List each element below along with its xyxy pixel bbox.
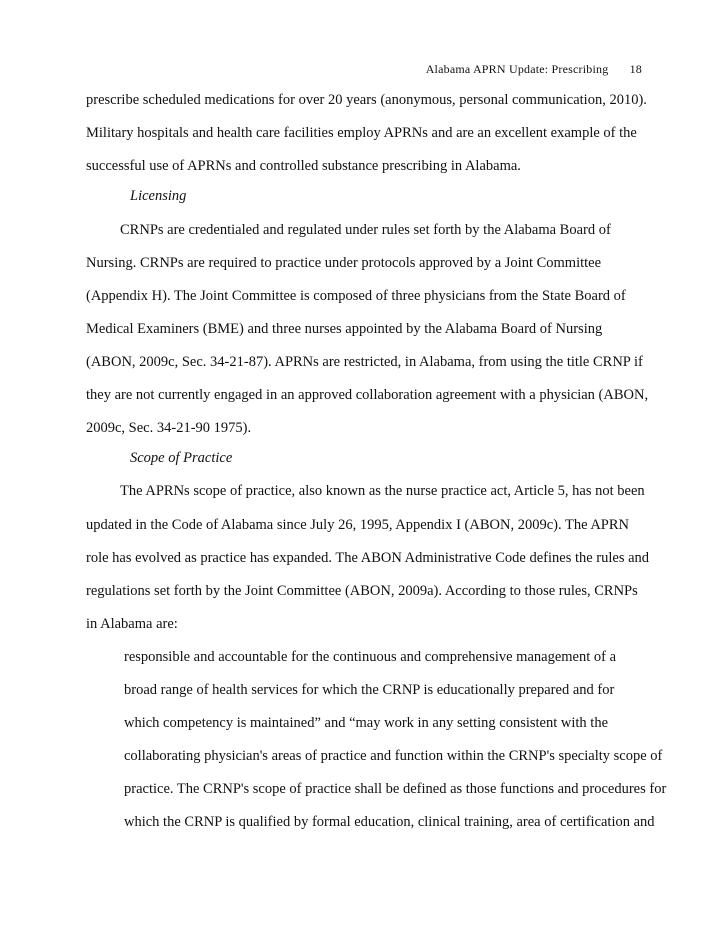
text-line: (Appendix H). The Joint Committee is composed of three physicians from the State Board of: [86, 288, 626, 304]
text-line: Medical Examiners (BME) and three nurses appointed by the Alabama Board of Nursing: [86, 321, 603, 337]
page-number: 18: [629, 62, 642, 76]
text-line: in Alabama are:: [86, 616, 178, 632]
text-line: 2009c, Sec. 34-21-90 1975).: [86, 420, 252, 436]
text-line: (ABON, 2009c, Sec. 34-21-87). APRNs are restricted, in Alabama, from using the title CRNP if: [86, 354, 643, 370]
text-line: regulations set forth by the Joint Committee (ABON, 2009a). According to those rules, CRNPs: [86, 583, 638, 599]
quote-line: collaborating physician's areas of practice and function within the CRNP's specialty scope of: [124, 748, 663, 764]
text-line: role has evolved as practice has expanded. The ABON Administrative Code defines the rules and: [86, 550, 650, 566]
text-line: updated in the Code of Alabama since July 26, 1995, Appendix I (ABON, 2009c). The APRN: [86, 517, 630, 533]
running-head-title: Alabama APRN Update: Prescribing: [425, 62, 609, 76]
text-line: prescribe scheduled medications for over 20 years (anonymous, personal communication, 2010).: [86, 92, 647, 108]
text-line: Nursing. CRNPs are required to practice under protocols approved by a Joint Committee: [86, 255, 602, 271]
text-line: Military hospitals and health care facilities employ APRNs and are an excellent example of the: [86, 125, 637, 141]
text-line: successful use of APRNs and controlled substance prescribing in Alabama.: [86, 158, 521, 174]
quote-line: responsible and accountable for the continuous and comprehensive management of a: [124, 649, 617, 665]
text-line: The APRNs scope of practice, also known as the nurse practice act, Article 5, has not been: [120, 483, 645, 499]
quote-line: which the CRNP is qualified by formal education, clinical training, area of certification and: [124, 814, 655, 830]
quote-line: which competency is maintained” and “may work in any setting consistent with the: [124, 715, 609, 731]
text-line: they are not currently engaged in an approved collaboration agreement with a physician (ABON,: [86, 387, 649, 403]
quote-line: practice. The CRNP's scope of practice shall be defined as those functions and procedures for: [124, 781, 667, 797]
section-heading-licensing: Licensing: [130, 188, 187, 204]
quote-line: broad range of health services for which the CRNP is educationally prepared and for: [124, 682, 615, 698]
section-heading-scope: Scope of Practice: [130, 450, 233, 466]
text-line: CRNPs are credentialed and regulated under rules set forth by the Alabama Board of: [120, 222, 611, 238]
running-header: [426, 62, 642, 77]
